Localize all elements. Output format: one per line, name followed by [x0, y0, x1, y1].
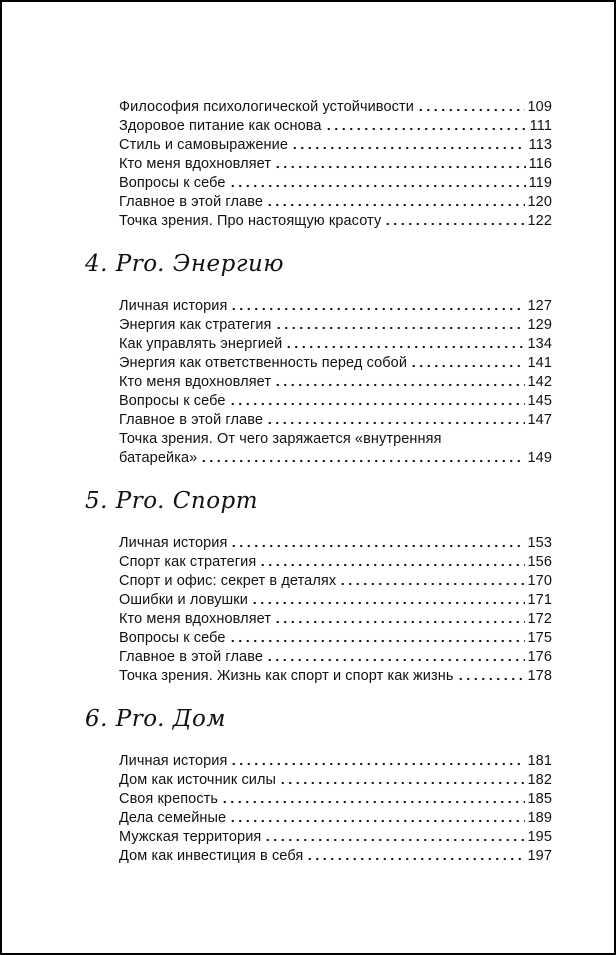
toc-entry-page: 119 — [528, 175, 552, 191]
toc-entry — [119, 174, 552, 193]
toc-entry-page: 142 — [527, 374, 552, 390]
toc-entry-title-line1: Точка зрения. От чего заряжается «внутренняя — [119, 431, 442, 447]
toc-entry — [119, 430, 552, 468]
toc-entry-page: 120 — [527, 194, 552, 210]
dot-leader — [274, 619, 524, 625]
toc-entry-title: Ошибки и ловушки — [119, 592, 248, 608]
dot-leader — [325, 126, 527, 132]
toc-entry — [119, 667, 552, 686]
dot-leader — [221, 799, 524, 805]
toc-entry — [119, 155, 552, 174]
toc-entry-title: Спорт как стратегия — [119, 554, 257, 570]
dot-leader — [229, 638, 525, 644]
toc-entry-last-line — [119, 449, 552, 468]
dot-leader — [274, 382, 524, 388]
toc-entry-page: 171 — [527, 592, 552, 608]
dot-leader — [259, 562, 524, 568]
toc-entry-title: Мужская территория — [119, 829, 262, 845]
toc-entry-title: Энергия как ответственность перед собой — [119, 355, 408, 371]
toc-entry — [119, 392, 552, 411]
toc-entry-title: Спорт и офис: секрет в деталях — [119, 573, 337, 589]
dot-leader — [230, 543, 524, 549]
toc-entry-title: Главное в этой главе — [119, 412, 264, 428]
toc-entry — [119, 335, 552, 354]
toc-entry-title: Кто меня вдохновляет — [119, 374, 272, 390]
toc-entry-title: Дела семейные — [119, 810, 227, 826]
toc-entry-page: 129 — [527, 317, 552, 333]
toc-entry-title: Точка зрения. Про настоящую красоту — [119, 213, 382, 229]
toc-entry-page: 181 — [527, 753, 552, 769]
dot-leader — [275, 325, 525, 331]
toc-entry-page: 178 — [527, 668, 552, 684]
dot-leader — [384, 221, 524, 227]
dot-leader — [279, 780, 524, 786]
toc-entry — [119, 752, 552, 771]
toc-entry — [119, 847, 552, 866]
dot-leader — [266, 657, 524, 663]
dot-leader — [266, 202, 524, 208]
toc-entry — [119, 629, 552, 648]
toc-entry-page: 195 — [527, 829, 552, 845]
dot-leader — [229, 401, 525, 407]
dot-leader — [410, 363, 524, 369]
toc-entry-title: Своя крепость — [119, 791, 219, 807]
toc-entry-page: 189 — [527, 810, 552, 826]
toc-entry-page: 153 — [527, 535, 552, 551]
toc-entry-title: Дом как инвестиция в себя — [119, 848, 304, 864]
dot-leader — [274, 164, 526, 170]
toc-entry-page: 197 — [527, 848, 552, 864]
toc-entry-page: 185 — [527, 791, 552, 807]
toc-entry-title: батарейка» — [119, 450, 198, 466]
toc-entry-page: 175 — [527, 630, 552, 646]
dot-leader — [457, 676, 525, 682]
toc-entry-title: Дом как источник силы — [119, 772, 277, 788]
toc-entry-title: Вопросы к себе — [119, 630, 226, 646]
chapter-heading: 4. Pro. Энергию — [85, 251, 285, 277]
toc-entry-title: Здоровое питание как основа — [119, 118, 322, 134]
toc-entry — [119, 117, 552, 136]
toc-entry-title: Кто меня вдохновляет — [119, 611, 272, 627]
dot-leader — [264, 837, 524, 843]
dot-leader — [200, 458, 524, 464]
toc-entry-page: 182 — [527, 772, 552, 788]
toc-section — [85, 704, 552, 866]
toc-entry-page: 109 — [527, 99, 552, 115]
toc-section — [85, 249, 552, 468]
toc-entry-title: Кто меня вдохновляет — [119, 156, 272, 172]
toc-entry — [119, 809, 552, 828]
toc-entry-title: Личная история — [119, 298, 228, 314]
toc-entry — [119, 212, 552, 231]
toc-entry-page: 145 — [527, 393, 552, 409]
toc-entry-title: Личная история — [119, 535, 228, 551]
toc-entry — [119, 771, 552, 790]
toc-entry-title: Вопросы к себе — [119, 175, 226, 191]
toc-entry-page: 141 — [527, 355, 552, 371]
toc-entry-page: 116 — [528, 156, 552, 172]
dot-leader — [285, 344, 524, 350]
toc-entry — [119, 193, 552, 212]
toc-section — [119, 98, 552, 231]
toc-entry-title: Личная история — [119, 753, 228, 769]
dot-leader — [229, 818, 524, 824]
toc-entry-title: Философия психологической устойчивости — [119, 99, 414, 115]
toc-entry — [119, 591, 552, 610]
toc-entry — [119, 411, 552, 430]
dot-leader — [291, 145, 526, 151]
toc-entry-title: Точка зрения. Жизнь как спорт и спорт как жизнь — [119, 668, 454, 684]
toc-entry — [119, 790, 552, 809]
toc-entry-page: 134 — [527, 336, 552, 352]
toc-entry-title: Как управлять энергией — [119, 336, 283, 352]
table-of-contents — [85, 98, 552, 866]
toc-entry-page: 156 — [527, 554, 552, 570]
toc-entry-page: 122 — [527, 213, 552, 229]
toc-entry-page: 149 — [527, 450, 552, 466]
toc-entry — [119, 136, 552, 155]
dot-leader — [229, 183, 526, 189]
dot-leader — [417, 107, 525, 113]
chapter-heading: 5. Pro. Спорт — [85, 488, 259, 514]
toc-entry — [119, 610, 552, 629]
toc-entry — [119, 316, 552, 335]
toc-entry-page: 170 — [527, 573, 552, 589]
toc-entry-title: Главное в этой главе — [119, 194, 264, 210]
dot-leader — [306, 856, 524, 862]
toc-entry — [119, 572, 552, 591]
dot-leader — [230, 761, 524, 767]
toc-entry — [119, 297, 552, 316]
dot-leader — [266, 420, 524, 426]
toc-entry-title: Вопросы к себе — [119, 393, 226, 409]
toc-entry-page: 127 — [527, 298, 552, 314]
toc-entry-page: 111 — [529, 118, 552, 134]
toc-entry-title: Энергия как стратегия — [119, 317, 272, 333]
toc-entry-title: Главное в этой главе — [119, 649, 264, 665]
toc-section — [85, 486, 552, 686]
toc-entry — [119, 354, 552, 373]
toc-entry — [119, 534, 552, 553]
toc-entry — [119, 98, 552, 117]
toc-entry-title: Стиль и самовыражение — [119, 137, 289, 153]
toc-entry-page: 172 — [527, 611, 552, 627]
dot-leader — [339, 581, 524, 587]
dot-leader — [251, 600, 525, 606]
toc-entry — [119, 648, 552, 667]
toc-entry-page: 113 — [528, 137, 552, 153]
chapter-heading: 6. Pro. Дом — [85, 706, 226, 732]
toc-entry-page: 176 — [527, 649, 552, 665]
toc-entry-page: 147 — [527, 412, 552, 428]
dot-leader — [230, 306, 524, 312]
toc-entry — [119, 828, 552, 847]
toc-entry — [119, 373, 552, 392]
toc-entry — [119, 553, 552, 572]
